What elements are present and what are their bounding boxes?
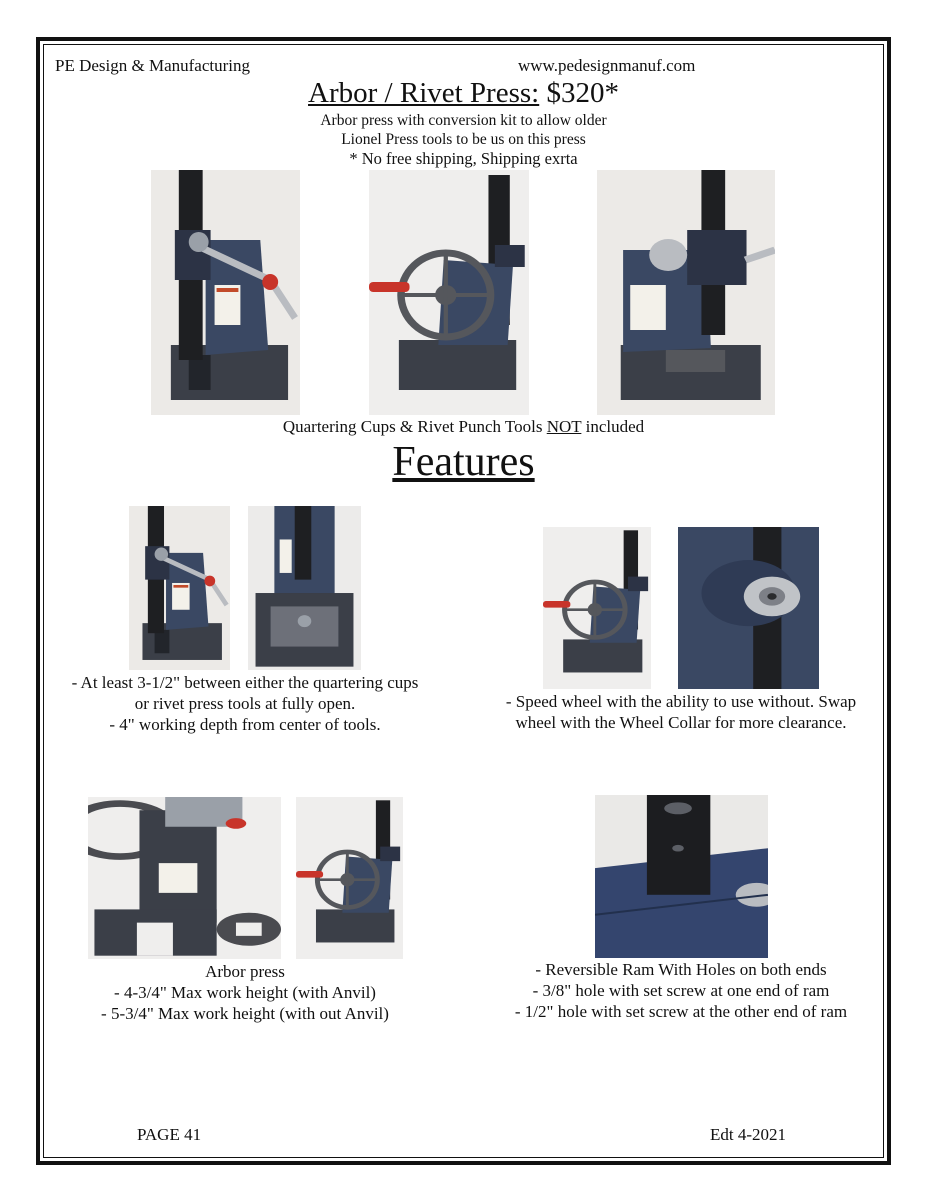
shipping-note: * No free shipping, Shipping exrta bbox=[349, 149, 578, 168]
website-url: www.pedesignmanuf.com bbox=[518, 56, 696, 75]
edition-label: Edt 4-2021 bbox=[710, 1125, 787, 1144]
press-lever-side-photo bbox=[129, 506, 230, 670]
feature-work-height-text bbox=[45, 961, 445, 1024]
arbor-press-speed-wheel-photo bbox=[369, 170, 529, 415]
feature-line: or rivet press tools at fully open. bbox=[134, 694, 356, 713]
feature-line: - Reversible Ram With Holes on both ends bbox=[535, 960, 827, 979]
feature-line: - 5-3/4" Max work height (with out Anvil) bbox=[101, 1004, 389, 1023]
feature-line: - Speed wheel with the ability to use without. Swap bbox=[505, 692, 857, 711]
arbor-press-anvil-photo bbox=[88, 797, 281, 959]
feature-line: Arbor press bbox=[205, 962, 285, 981]
caption-emphasis: NOT bbox=[546, 417, 582, 436]
caption-text-end: included bbox=[581, 417, 645, 436]
arbor-press-lever-photo bbox=[151, 170, 300, 415]
press-ram-base-photo bbox=[248, 506, 361, 670]
product-price: $320* bbox=[546, 77, 619, 109]
page-number: PAGE 41 bbox=[137, 1125, 202, 1144]
feature-reversible-ram-text bbox=[480, 959, 882, 1022]
company-name: PE Design & Manufacturing bbox=[55, 56, 250, 75]
feature-line: wheel with the Wheel Collar for more clearance. bbox=[515, 713, 847, 732]
arbor-press-lever-right-photo bbox=[597, 170, 775, 415]
feature-clearance-text bbox=[45, 672, 445, 735]
feature-line: - At least 3-1/2" between either the quartering cups bbox=[71, 673, 419, 692]
features-heading: Features bbox=[392, 439, 535, 485]
feature-line: - 1/2" hole with set screw at the other end of ram bbox=[514, 1002, 848, 1021]
product-name: Arbor / Rivet Press: bbox=[308, 77, 540, 109]
page-title bbox=[0, 76, 927, 110]
feature-line: - 4-3/4" Max work height (with Anvil) bbox=[114, 983, 376, 1002]
feature-line: - 3/8" hole with set screw at one end of ram bbox=[532, 981, 830, 1000]
tools-not-included-caption bbox=[0, 416, 927, 437]
subtitle-line-1: Arbor press with conversion kit to allow older bbox=[320, 112, 607, 129]
arbor-press-wheel-tall-photo bbox=[296, 797, 403, 959]
reversible-ram-photo bbox=[595, 795, 768, 958]
speed-wheel-photo bbox=[543, 527, 651, 689]
feature-speed-wheel-text bbox=[480, 691, 882, 733]
subtitle-line-2: Lionel Press tools to be us on this press bbox=[341, 131, 586, 148]
caption-text: Quartering Cups & Rivet Punch Tools bbox=[282, 417, 547, 436]
feature-line: - 4" working depth from center of tools. bbox=[109, 715, 381, 734]
wheel-collar-photo bbox=[678, 527, 819, 689]
